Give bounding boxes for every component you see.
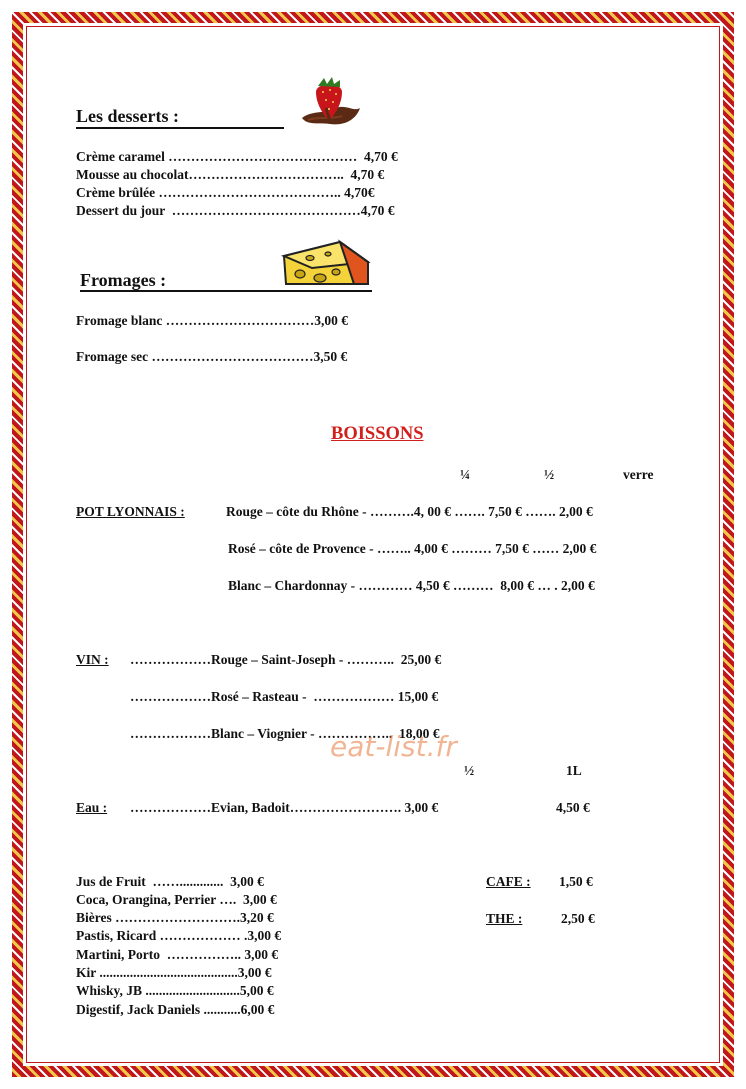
vin-item: ………………Rouge – Saint-Joseph - ……….. 25,00 €	[130, 652, 442, 667]
vin-item: ………………Blanc – Viognier - …………….. 18,00 €	[130, 726, 440, 741]
strawberry-chocolate-icon	[296, 74, 362, 130]
cafe-price: 1,50 €	[559, 874, 593, 889]
pot-header-half: ½	[544, 467, 555, 482]
desserts-title: Les desserts :	[76, 106, 179, 126]
dessert-item: Dessert du jour ……………………………………4,70 €	[76, 203, 395, 218]
drink-item: Digestif, Jack Daniels ...........6,00 €	[76, 1002, 275, 1017]
dessert-item: Crème brûlée ………………………………….. 4,70€	[76, 185, 375, 200]
eau-1l-price: 4,50 €	[556, 800, 590, 815]
drink-item: Coca, Orangina, Perrier …. 3,00 €	[76, 892, 277, 907]
watermark: eat-list.fr	[330, 730, 457, 763]
vin-label: VIN :	[76, 652, 109, 667]
pot-item: Rouge – côte du Rhône - ……….4, 00 € ……. 7,50 € ……. 2,00 €	[226, 504, 593, 519]
pot-header-quarter: ¼	[460, 467, 471, 482]
vin-item: ………………Rosé – Rasteau - ……………… 15,00 €	[130, 689, 439, 704]
eau-label: Eau :	[76, 800, 108, 815]
fromage-item: Fromage blanc ……………………………3,00 €	[76, 313, 348, 328]
drink-item: Kir .........................................3,00 €	[76, 965, 272, 980]
eau-header-half: ½	[464, 763, 475, 778]
eau-header-liter: 1L	[566, 763, 582, 778]
dessert-item: Mousse au chocolat…………………………….. 4,70 €	[76, 167, 385, 182]
pot-item: Rosé – côte de Provence - …….. 4,00 € ……… 7,50 € …… 2,00 €	[228, 541, 597, 556]
fromages-title-rule	[80, 290, 372, 292]
boissons-title: BOISSONS	[331, 424, 424, 444]
eau-item: ………………Evian, Badoit……………………. 3,00 €	[130, 800, 439, 815]
desserts-title-rule	[76, 127, 284, 129]
drink-item: Martini, Porto …………….. 3,00 €	[76, 947, 279, 962]
drink-item: Bières ……………………….3,20 €	[76, 910, 274, 925]
drink-item: Jus de Fruit ……............. 3,00 €	[76, 874, 264, 889]
cafe-label: CAFE :	[486, 874, 531, 889]
drink-item: Pastis, Ricard ……………… .3,00 €	[76, 928, 282, 943]
the-label: THE :	[486, 911, 523, 926]
drink-item: Whisky, JB ............................5,00 €	[76, 983, 274, 998]
dessert-item: Crème caramel …………………………………… 4,70 €	[76, 149, 398, 164]
pot-item: Blanc – Chardonnay - ………… 4,50 € ……… 8,00 € … . 2,00 €	[228, 578, 595, 593]
pot-header-glass: verre	[623, 467, 654, 482]
fromages-title: Fromages :	[80, 270, 167, 290]
the-price: 2,50 €	[561, 911, 595, 926]
fromage-item: Fromage sec ………………………………3,50 €	[76, 349, 348, 364]
cheese-wedge-icon	[280, 238, 372, 290]
pot-lyonnais-label: POT LYONNAIS :	[76, 504, 185, 519]
